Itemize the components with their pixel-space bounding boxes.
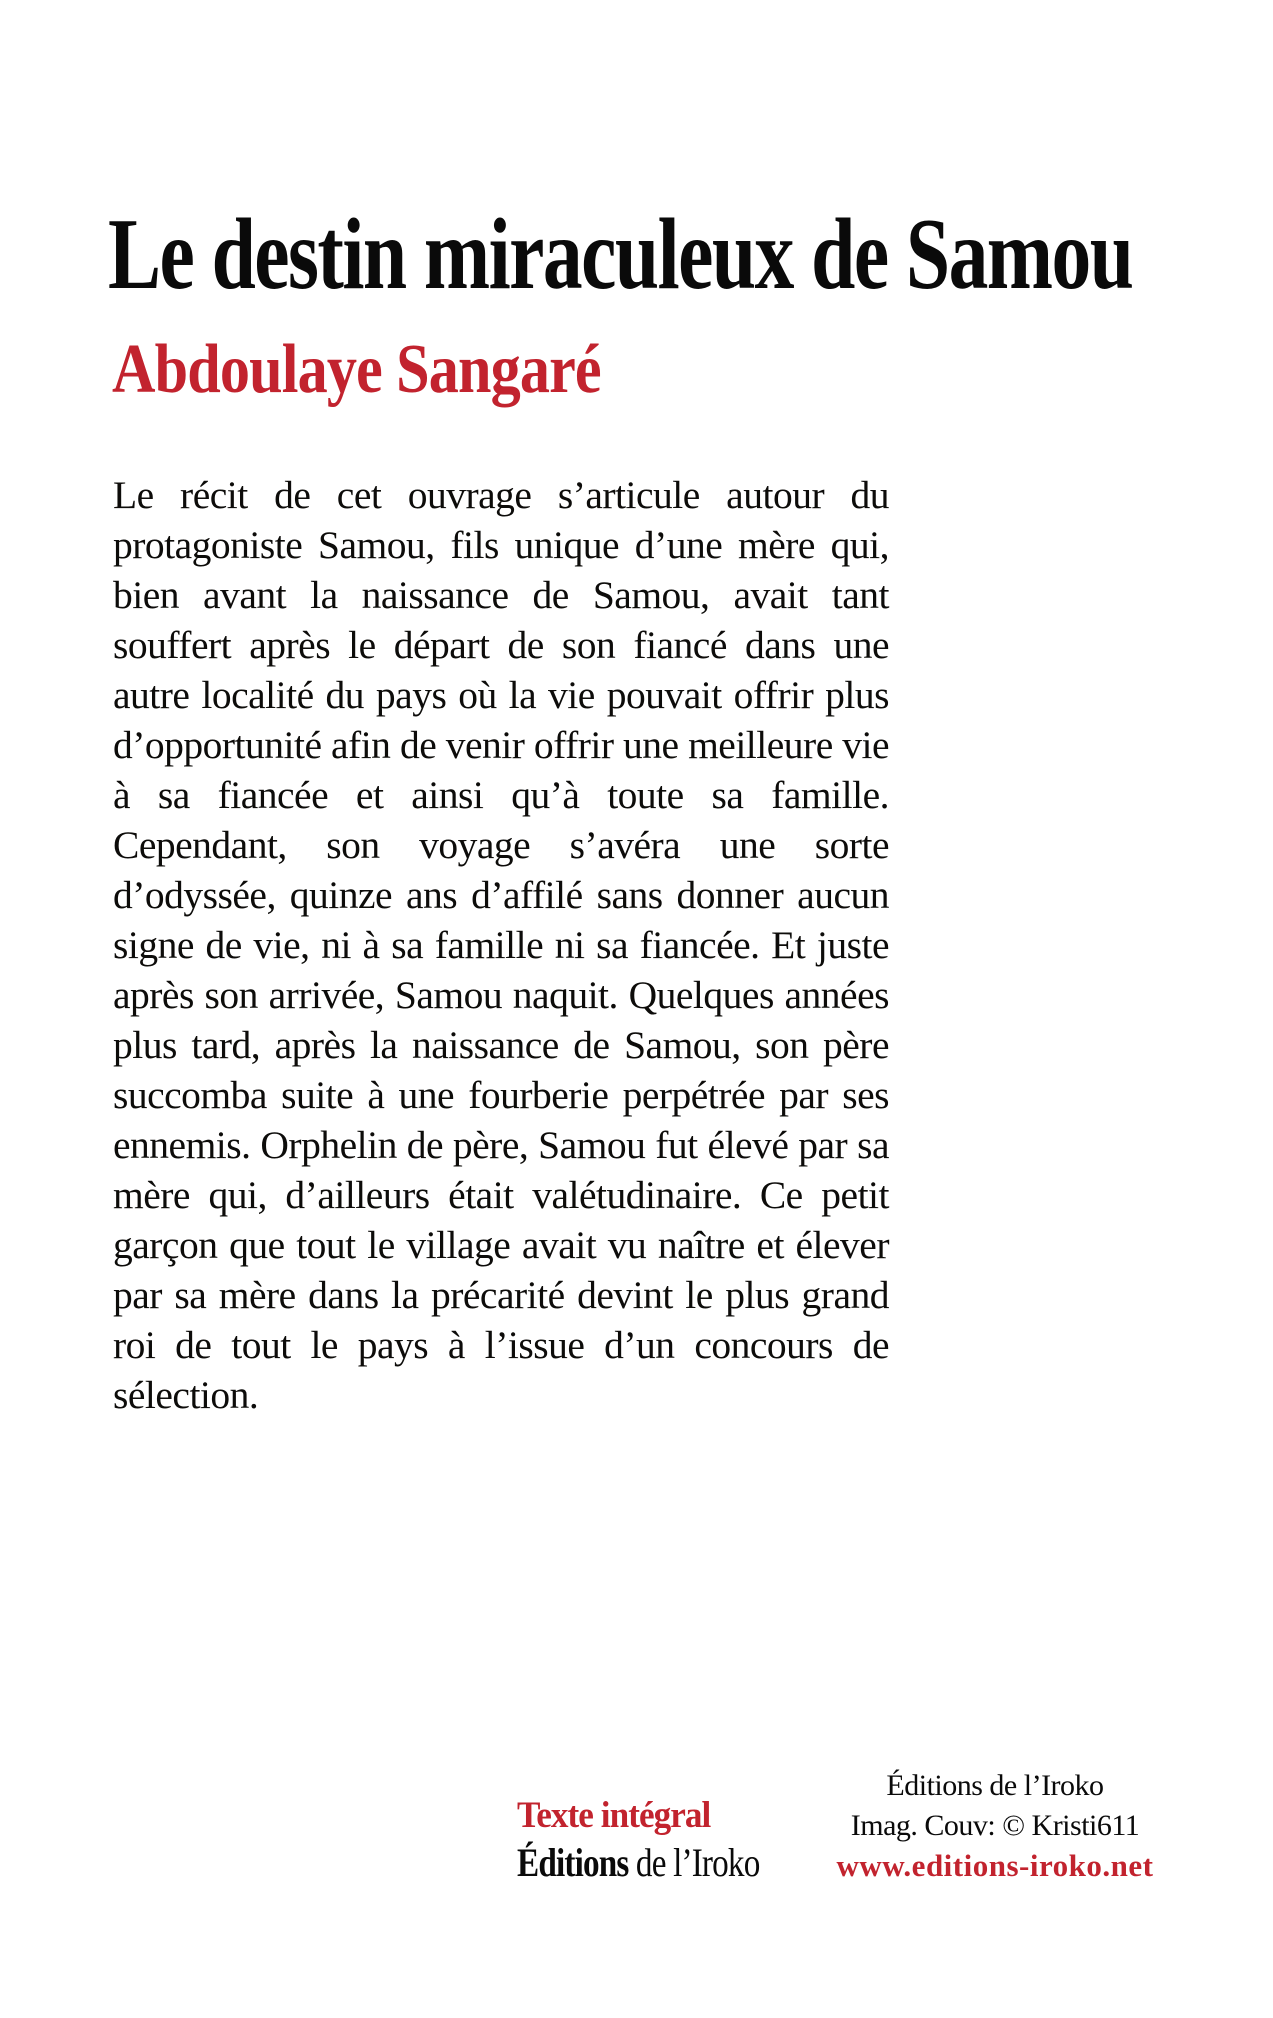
book-synopsis: Le récit de cet ouvrage s’articule autour du protagoniste Samou, fils unique d’une mère qui, bien avant la naissance de Samou, avait tant souffert après le départ de son fiancé dans une autre localité du pays où la vie pouvait offrir plus d’opportunité afin de venir offrir une meilleure vie à sa fiancée et ainsi qu’à toute sa famille. Cependant, son voyage s’avéra une sorte d’odyssée, quinze ans d’affilé sans donner aucun signe de vie, ni à sa famille ni sa fiancée. Et juste après son arrivée, Samou naquit. Quelques années plus tard, après la naissance de Samou, son père succomba suite à une fourberie perpétrée par ses ennemis. Orphelin de père, Samou fut élevé par sa mère qui, d’ailleurs était valétudinaire. Ce petit garçon que tout le village avait vu naître et élever par sa mère dans la précarité devint le plus grand roi de tout le pays à l’issue d’un concours de sélection. [113, 472, 889, 1417]
cover-image-credit: Imag. Couv: © Kristi611 [850, 1809, 1140, 1842]
footer-left-block [517, 1794, 809, 1886]
publisher-logotype [517, 1839, 759, 1886]
edition-label: Texte intégral [517, 1795, 711, 1836]
publisher-logotype-bold: Éditions [517, 1840, 629, 1885]
publisher-website-url: www.editions-iroko.net [836, 1848, 1154, 1883]
publisher-logotype-rest: de l’Iroko [628, 1840, 760, 1885]
book-title: Le destin miraculeux de Samou [108, 198, 1133, 312]
publisher-name: Éditions de l’Iroko [886, 1769, 1104, 1802]
book-author: Abdoulaye Sangaré [112, 331, 601, 409]
footer-right-block [795, 1766, 1195, 1886]
